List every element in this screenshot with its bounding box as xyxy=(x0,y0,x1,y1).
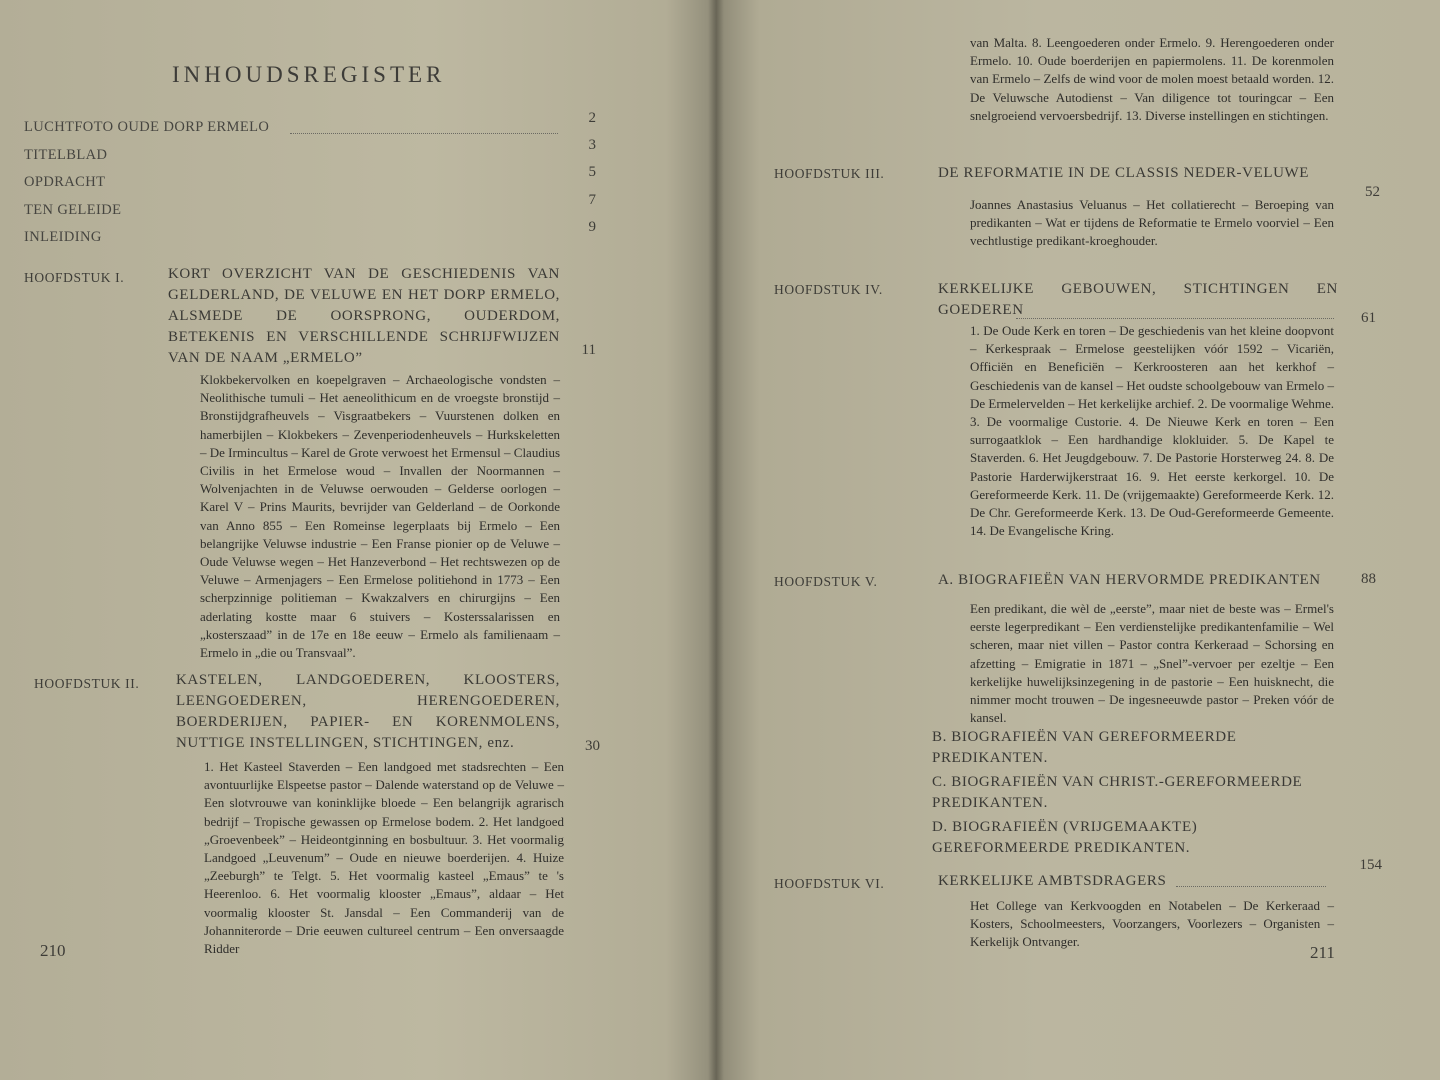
toc-entry-label: LUCHTFOTO OUDE DORP ERMELO xyxy=(24,119,270,135)
chapter-label: HOOFDSTUK II. xyxy=(34,676,140,691)
chapter-label: HOOFDSTUK VI. xyxy=(774,876,885,891)
chapter-summary: 1. De Oude Kerk en toren – De geschiedenis van het kleine doopvont – Kerkespraak – Ermelose geestelijken vóór 1592 – Vicariën, Officiën en Beneficiën – Kerkroosteren aan het kerkhof – Geschiedenis van de kansel – Het oudste schoolgebouw van Ermelo – De Ermelervelden – Het kerkelijke archief. 2. De voormalige Wehme. 3. De voormalige Custorie. 4. De Nieuwe Kerk en toren – Een surrogaatklok – Een hardhandige klokluider. 5. De Kapel te Staverden. 6. Het Jeugdgebouw. 7. De Pastorie Horsterweg 24. 8. De Pastorie Harderwijkerstraat 16. 9. Het eerste kerkorgel. 10. De Gereformeerde Kerk. 11. De (vrijgemaakte) Gereformeerde Kerk. 12. De Chr. Gereformeerde Kerk. 13. De Oud-Gereformeerde Gemeente. 14. De Evangelische Kring. xyxy=(970,323,1335,539)
chapter-title: KERKELIJKE GEBOUWEN, STICHTINGEN EN GOEDEREN xyxy=(938,281,1338,318)
page-folio: 210 xyxy=(40,941,66,960)
chapter-label: HOOFDSTUK IV. xyxy=(774,282,883,297)
toc-page-number: 2 xyxy=(588,110,596,126)
leader-dots xyxy=(1016,318,1334,319)
chapter-title: KASTELEN, LANDGOEDEREN, KLOOSTERS, LEENGOEDEREN, HERENGOEDEREN, BOERDERIJEN, PAPIER- EN KORENMOLENS, NUTTIGE INSTELLINGEN, STICHTINGEN, enz. xyxy=(176,672,560,751)
chapter-subsection: B. BIOGRAFIEËN VAN GEREFORMEERDE PREDIKANTEN. xyxy=(932,729,1237,766)
chapter-summary: 1. Het Kasteel Staverden – Een landgoed met stadsrechten – Een avontuurlijke Elspeetse pastor – Dalende waterstand op de Veluwe – Een slotvrouwe van koninklijke bloede – Een belangrijk agrarisch bedrijf – Tropische gewassen op Ermelose bodem. 2. Het landgoed „Groevenbeek” – Heideontginning en bosbultuur. 3. Het voormalig Landgoed „Leuvenum” – Oude en nieuwe boerderijen. 4. Huize „Zeeburgh” te Telgt. 5. Het voormalig kasteel „Emaus” te 's Heerenloo. 6. Het voormalig klooster „Emaus”, aldaar – Het voormalig klooster St. Jansdal – Een Commanderij van de Johanniterorde – Drie eeuwen cultureel centrum – Een onversaagde Ridder xyxy=(204,759,564,957)
chapter-label: HOOFDSTUK V. xyxy=(774,574,878,589)
chapter-title: DE REFORMATIE IN DE CLASSIS NEDER-VELUWE xyxy=(938,165,1310,181)
toc-entry-label: TITELBLAD xyxy=(24,147,108,163)
right-page xyxy=(716,0,1440,1080)
chapter-summary: Joannes Anastasius Veluanus – Het collatierecht – Beroeping van predikanten – Wat er tijdens de Reformatie te Ermelo voorviel – Een vechtlustige predikant-kroeghouder. xyxy=(970,197,1334,249)
chapter-title: KORT OVERZICHT VAN DE GESCHIEDENIS VAN GELDERLAND, DE VELUWE EN HET DORP ERMELO, ALSMEDE DE OORSPRONG, OUDERDOM, BETEKENIS EN VERSCHILLENDE SCHRIJFWIJZEN VAN DE NAAM „ERMELO” xyxy=(168,266,560,366)
chapter-title: A. BIOGRAFIEËN VAN HERVORMDE PREDIKANTEN xyxy=(938,572,1321,588)
toc-entry-label: INLEIDING xyxy=(24,229,102,245)
chapter-page-number: 88 xyxy=(1361,571,1376,587)
chapter-summary: Een predikant, die wèl de „eerste”, maar niet de beste was – Ermel's eerste legerpredikant – Een verdienstelijke predikantenfamilie – Wel scheren, maar niet villen – Pastor contra Kerkeraad – Schorsing en afzetting – Emigratie in 1871 – „Snel”-vervoer per ezeltje – Een kerkelijke huwelijksinzegening in de pastorie – Een huisknecht, die nimmer mocht trouwen – De ingesneeuwde pastor – Preken vóór de kansel. xyxy=(970,601,1334,726)
toc-page-number: 7 xyxy=(588,192,596,208)
chapter-page-number: 52 xyxy=(1365,184,1380,200)
chapter-label: HOOFDSTUK III. xyxy=(774,166,885,181)
chapter-page-number: 30 xyxy=(585,738,600,754)
leader-dots xyxy=(290,133,558,134)
page-folio: 211 xyxy=(1310,943,1335,962)
toc-page-number: 9 xyxy=(588,219,596,235)
chapter-subsection: C. BIOGRAFIEËN VAN CHRIST.-GEREFORMEERDE PREDIKANTEN. xyxy=(932,774,1303,811)
chapter-title: KERKELIJKE AMBTSDRAGERS xyxy=(938,873,1167,889)
book-gutter xyxy=(708,0,724,1080)
continued-summary: van Malta. 8. Leengoederen onder Ermelo. 9. Herengoederen onder Ermelo. 10. Oude boerderijen en papiermolens. 11. De korenmolen van Ermelo – Zelfs de wind voor de molen moest betaald worden. 12. De Veluwsche Autodienst – Van diligence tot touringcar – Een snelgroeiend vervoersbedrijf. 13. Diverse instellingen en stichtingen. xyxy=(970,35,1334,123)
toc-entry-label: TEN GELEIDE xyxy=(24,202,122,218)
toc-page-number: 3 xyxy=(588,137,596,153)
toc-page-number: 5 xyxy=(588,164,596,180)
chapter-page-number: 61 xyxy=(1361,310,1376,326)
leader-dots xyxy=(1176,886,1326,887)
register-title: INHOUDSREGISTER xyxy=(172,62,446,87)
toc-entry-label: OPDRACHT xyxy=(24,174,106,190)
chapter-page-number: 11 xyxy=(581,342,596,358)
left-page xyxy=(0,0,716,1080)
chapter-summary: Klokbekervolken en koepelgraven – Archaeologische vondsten – Neolithische tumuli – Het aeneolithicum en de vroegste bronstijd – Bronstijdgrafheuvels – Visgraatbekers – Vuurstenen dolken en hamerbijlen – Klokbekers – Zevenperiodenheuvels – Hurkskeletten – De Irmincultus – Karel de Grote verwoest het Ermensul – Claudius Civilis in het Ermelose woud – Invallen der Noormannen – Wolvenjachten in de Veluwse oerwouden – Gelderse oorlogen – Karel V – Prins Maurits, bevrijder van Gelderland – de Oorkonde van Anno 855 – Een Romeinse legerplaats bij Ermelo – Een belangrijke Veluwse industrie – Een Franse pionier op de Veluwe – Oude Veluwse wegen – Het Hanzeverbond – Het rechtswezen op de Veluwe – Armenjagers – Een Ermelose politiehond in 1773 – Een scherpzinnige politieman – Kwakzalvers en chirurgijns – Een aderlating kostte maar 6 stuivers – Kosterssalarissen en „kosterszaad” in de 17e en 18e eeuw – Ermelo als familienaam – Ermelo in „die ou Transvaal”. xyxy=(200,372,560,661)
chapter-summary: Het College van Kerkvoogden en Notabelen – De Kerkeraad – Kosters, Schoolmeesters, Voorzangers, Voorlezers – Organisten – Kerkelijk Ontvanger. xyxy=(970,898,1334,950)
chapter-label: HOOFDSTUK I. xyxy=(24,270,125,285)
chapter-page-number: 154 xyxy=(1359,857,1382,873)
chapter-subsection: D. BIOGRAFIEËN (VRIJGEMAAKTE) GEREFORMEERDE PREDIKANTEN. xyxy=(932,819,1198,856)
